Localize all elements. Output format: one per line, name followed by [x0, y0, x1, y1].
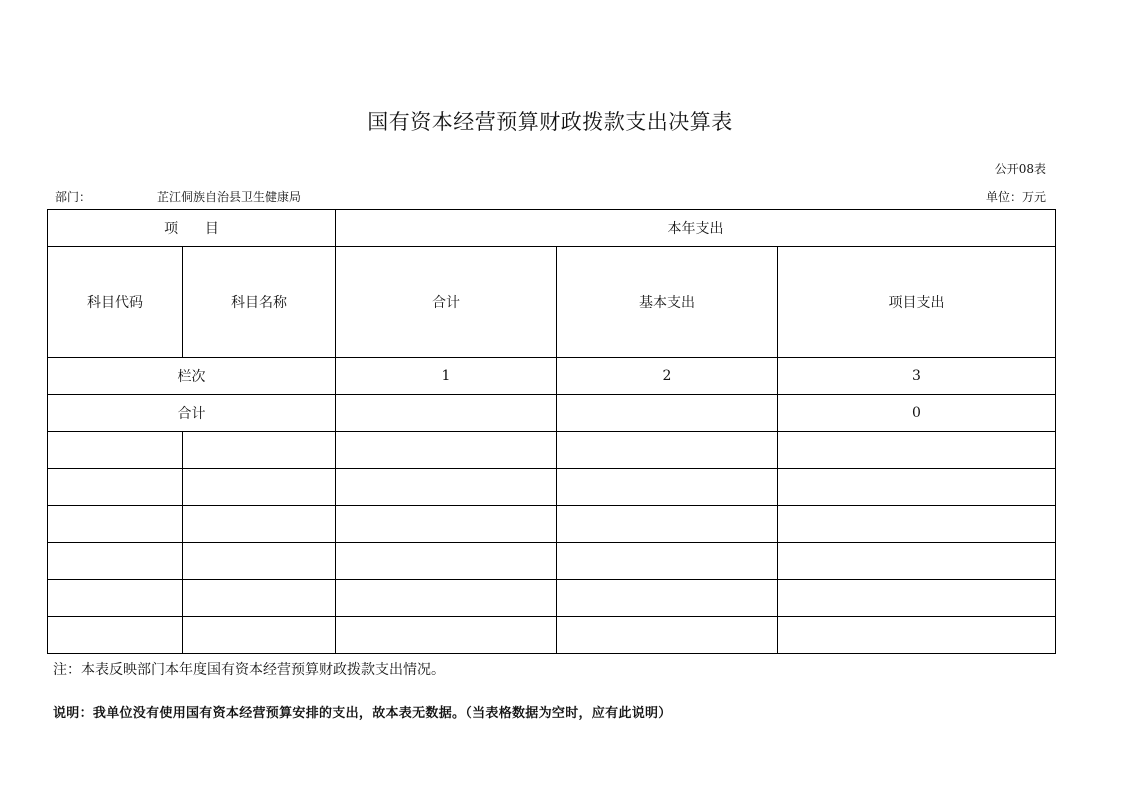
total-cell: 0	[778, 395, 1056, 432]
table-cell	[778, 432, 1056, 469]
table-cell	[336, 506, 557, 543]
table-cell	[48, 432, 183, 469]
table-cell	[778, 543, 1056, 580]
table-cell	[778, 506, 1056, 543]
col-basic-header: 基本支出	[557, 247, 778, 358]
header-item: 项 目	[48, 210, 336, 247]
table-cell	[557, 617, 778, 654]
table-cell	[336, 580, 557, 617]
col-total-header: 合计	[336, 247, 557, 358]
department-label: 部门：	[55, 190, 92, 204]
table-cell	[183, 469, 336, 506]
table-row	[48, 506, 1056, 543]
header-current-year: 本年支出	[336, 210, 1056, 247]
form-number: 公开08表	[994, 162, 1046, 176]
table-cell	[183, 617, 336, 654]
table-cell	[183, 580, 336, 617]
table-cell	[557, 506, 778, 543]
table-row	[48, 432, 1056, 469]
unit-label: 单位：万元	[985, 190, 1046, 204]
index-cell: 1	[336, 358, 557, 395]
table-cell	[183, 543, 336, 580]
table-cell	[557, 432, 778, 469]
index-row-label: 栏次	[48, 358, 336, 395]
table-cell	[336, 617, 557, 654]
table-cell	[48, 617, 183, 654]
table-cell	[778, 617, 1056, 654]
index-row	[48, 358, 1056, 395]
no-data-explanation: 说明：我单位没有使用国有资本经营预算安排的支出，故本表无数据。（当表格数据为空时，应有此说明）	[53, 706, 672, 721]
total-cell	[557, 395, 778, 432]
table-cell	[48, 506, 183, 543]
total-row-label: 合计	[48, 395, 336, 432]
total-row	[48, 395, 1056, 432]
table-subheader-row	[48, 247, 1056, 358]
page-title: 国有资本经营预算财政拨款支出决算表	[367, 110, 733, 134]
table-row	[48, 617, 1056, 654]
table-cell	[48, 543, 183, 580]
col-name-header: 科目名称	[183, 247, 336, 358]
col-project-header: 项目支出	[778, 247, 1056, 358]
expenditure-table	[47, 209, 1056, 654]
table-cell	[557, 580, 778, 617]
total-cell	[336, 395, 557, 432]
table-cell	[336, 469, 557, 506]
col-code-header: 科目代码	[48, 247, 183, 358]
table-cell	[336, 543, 557, 580]
table-cell	[48, 580, 183, 617]
table-cell	[778, 580, 1056, 617]
table-cell	[183, 432, 336, 469]
index-cell: 3	[778, 358, 1056, 395]
table-cell	[48, 469, 183, 506]
table-row	[48, 580, 1056, 617]
table-row	[48, 469, 1056, 506]
table-header-row	[48, 210, 1056, 247]
table-note: 注：本表反映部门本年度国有资本经营预算财政拨款支出情况。	[53, 662, 445, 678]
table-cell	[778, 469, 1056, 506]
table-cell	[557, 543, 778, 580]
department-name: 芷江侗族自治县卫生健康局	[157, 190, 302, 204]
table-cell	[336, 432, 557, 469]
table-row	[48, 543, 1056, 580]
table-cell	[183, 506, 336, 543]
index-cell: 2	[557, 358, 778, 395]
table-cell	[557, 469, 778, 506]
